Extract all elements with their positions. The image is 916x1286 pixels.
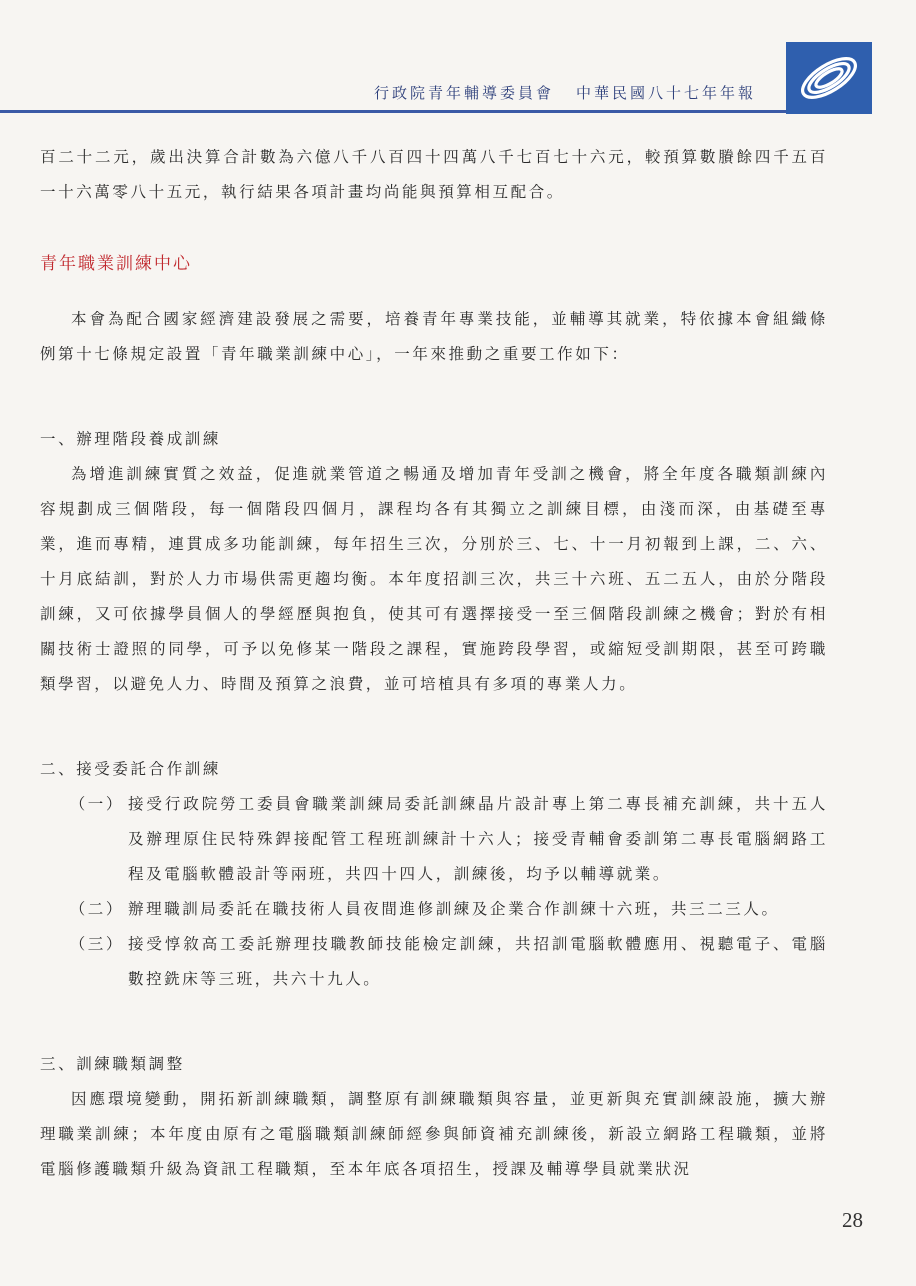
section-title: 青年職業訓練中心 [40,254,192,274]
page-content [40,140,828,1187]
logo-emblem [786,42,872,114]
part3-body: 因應環境變動，開拓新訓練職類，調整原有訓練職類與容量，並更新與充實訓練設施，擴大辦理職業訓練；本年度由原有之電腦職類訓練師經參與師資補充訓練後，新設立網路工程職類，並將電腦修護職類升級為資訊工程職類，至本年底各項招生，授課及輔導學員就業狀況 [40,1090,828,1178]
item-text: 接受行政院勞工委員會職業訓練局委託訓練晶片設計專上第二專長補充訓練，共十五人及辦理原住民特殊銲接配管工程班訓練計十六人；接受青輔會委訓第二專長電腦網路工程及電腦軟體設計等兩班，共四十四人，訓練後，均予以輔導就業。 [128,795,828,883]
part2-heading: 二、接受委託合作訓練 [40,760,222,778]
list-item [40,927,828,997]
rings-logo-icon [786,42,872,114]
running-header [374,82,756,103]
item-text: 接受惇敘高工委託辦理技職教師技能檢定訓練，共招訓電腦軟體應用、視聽電子、電腦數控銑床等三班，共六十九人。 [128,935,828,988]
page-number: 28 [842,1208,863,1232]
intro-paragraph: 百二十二元，歲出決算合計數為六億八千八百四十四萬八千七百七十六元，較預算數賸餘四千五百一十六萬零八十五元，執行結果各項計畫均尚能與預算相互配合。 [40,148,828,201]
header-org: 行政院青年輔導委員會 [374,84,555,102]
item-number: （一） [69,795,124,813]
item-text: 辦理職訓局委託在職技術人員夜間進修訓練及企業合作訓練十六班，共三二三人。 [128,900,780,918]
header-year-report: 中華民國八十七年年報 [576,84,757,102]
list-item [40,787,828,892]
item-number: （二） [69,900,124,918]
header-rule [0,110,786,113]
list-item [40,892,828,927]
item-number: （三） [69,935,124,953]
section-intro: 本會為配合國家經濟建設發展之需要，培養青年專業技能，並輔導其就業，特依據本會組織條例第十七條規定設置「青年職業訓練中心」，一年來推動之重要工作如下： [40,310,828,363]
part3-heading: 三、訓練職類調整 [40,1055,185,1073]
part1-heading: 一、辦理階段養成訓練 [40,430,222,448]
part1-body: 為增進訓練實質之效益，促進就業管道之暢通及增加青年受訓之機會，將全年度各職類訓練內容規劃成三個階段，每一個階段四個月，課程均各有其獨立之訓練目標，由淺而深，由基礎至專業，進而專精，連貫成多功能訓練，每年招生三次，分別於三、七、十一月初報到上課，二、六、十月底結訓，對於人力市場供需更趨均衡。本年度招訓三次，共三十六班、五二五人，由於分階段訓練，又可依據學員個人的學經歷與抱負，使其可有選擇接受一至三個階段訓練之機會；對於有相關技術士證照的同學，可予以免修某一階段之課程，實施跨段學習，或縮短受訓期限，甚至可跨職類學習，以避免人力、時間及預算之浪費，並可培植具有多項的專業人力。 [40,465,828,693]
